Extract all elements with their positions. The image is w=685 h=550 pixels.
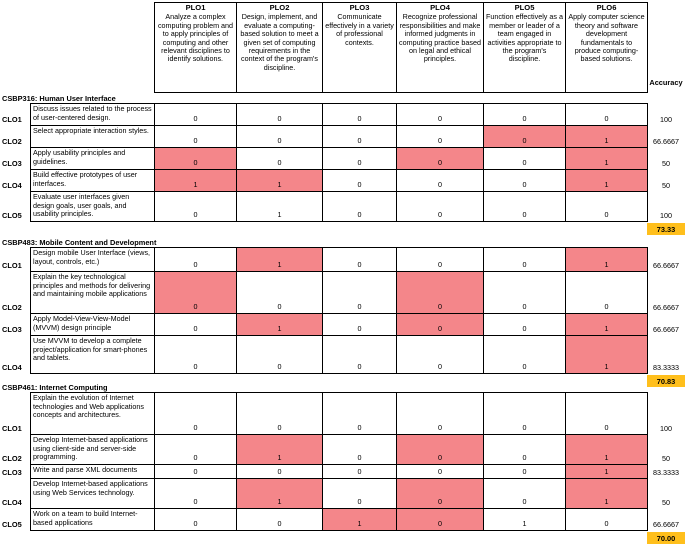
mapping-cell-plo2: 0: [236, 147, 323, 170]
clo-description: Discuss issues related to the process of user-centered design.: [30, 103, 154, 126]
mapping-cell-plo5: 1: [483, 508, 566, 531]
plo-id: PLO6: [596, 3, 617, 12]
clo-id: CLO2: [2, 303, 22, 312]
mapping-cell-plo4: 0: [396, 247, 484, 272]
mapping-cell-plo4: 0: [396, 147, 484, 170]
mapping-cell-plo3: 0: [322, 169, 397, 192]
plo-id: PLO3: [349, 3, 370, 12]
mapping-cell-plo5: 0: [483, 335, 566, 374]
clo-id: CLO4: [2, 363, 22, 372]
mapping-cell-plo3: 0: [322, 191, 397, 222]
plo-id: PLO5: [514, 3, 535, 12]
accuracy-value: 66.6667: [653, 303, 679, 312]
accuracy-value: 66.6667: [653, 520, 679, 529]
mapping-cell-plo4: 0: [396, 125, 484, 148]
mapping-cell-plo4: 0: [396, 478, 484, 509]
accuracy-value: 100: [660, 424, 672, 433]
mapping-cell-plo1: 0: [154, 125, 237, 148]
mapping-cell-plo1: 0: [154, 191, 237, 222]
accuracy-value: 50: [662, 181, 670, 190]
mapping-cell-plo5: 0: [483, 271, 566, 314]
clo-id: CLO3: [2, 159, 22, 168]
mapping-cell-plo1: 0: [154, 103, 237, 126]
mapping-cell-plo3: 0: [322, 478, 397, 509]
mapping-cell-plo2: 1: [236, 478, 323, 509]
clo-description: Design mobile User Interface (views, layout, controls, etc.): [30, 247, 154, 272]
plo-header-plo3: [322, 2, 397, 93]
plo-header-plo1: [154, 2, 237, 93]
plo-id: PLO1: [185, 3, 206, 12]
mapping-cell-plo6: 0: [565, 191, 648, 222]
mapping-cell-plo2: 1: [236, 169, 323, 192]
accuracy-value: 50: [662, 454, 670, 463]
mapping-cell-plo2: 0: [236, 392, 323, 435]
accuracy-value: 66.6667: [653, 325, 679, 334]
course-title: CSBP316: Human User Interface: [2, 94, 116, 103]
mapping-cell-plo2: 0: [236, 125, 323, 148]
mapping-cell-plo4: 0: [396, 313, 484, 336]
mapping-cell-plo5: 0: [483, 478, 566, 509]
plo-id: PLO2: [269, 3, 290, 12]
clo-id: CLO1: [2, 115, 22, 124]
mapping-cell-plo6: 1: [565, 125, 648, 148]
clo-id: CLO1: [2, 424, 22, 433]
mapping-cell-plo6: 0: [565, 508, 648, 531]
mapping-cell-plo2: 1: [236, 434, 323, 465]
mapping-cell-plo1: 0: [154, 247, 237, 272]
mapping-cell-plo1: 0: [154, 313, 237, 336]
mapping-cell-plo5: 0: [483, 103, 566, 126]
clo-description: Apply Model-View-View-Model (MVVM) design principle: [30, 313, 154, 336]
mapping-cell-plo3: 0: [322, 247, 397, 272]
accuracy-value: 50: [662, 159, 670, 168]
clo-id: CLO2: [2, 137, 22, 146]
clo-description: Develop Internet-based applications using client-side and server-side programming.: [30, 434, 154, 465]
clo-id: CLO4: [2, 498, 22, 507]
plo-header-plo6: [565, 2, 648, 93]
mapping-cell-plo3: 0: [322, 335, 397, 374]
mapping-cell-plo5: 0: [483, 392, 566, 435]
clo-description: Select appropriate interaction styles.: [30, 125, 154, 148]
clo-description: Explain the evolution of Internet technologies and Web applications concepts and architectures.: [30, 392, 154, 435]
mapping-cell-plo1: 0: [154, 271, 237, 314]
accuracy-value: 83.3333: [653, 468, 679, 477]
mapping-cell-plo4: 0: [396, 434, 484, 465]
mapping-cell-plo3: 0: [322, 125, 397, 148]
clo-description: Evaluate user interfaces given design goals, user goals, and usability principles.: [30, 191, 154, 222]
mapping-cell-plo3: 0: [322, 392, 397, 435]
mapping-cell-plo4: 0: [396, 191, 484, 222]
mapping-cell-plo1: 0: [154, 464, 237, 479]
clo-id: CLO4: [2, 181, 22, 190]
mapping-cell-plo5: 0: [483, 247, 566, 272]
plo-description: Apply computer science theory and software development fundamentals to produce computing-based solutions.: [568, 12, 645, 64]
clo-id: CLO5: [2, 211, 22, 220]
course-accuracy-total: 70.83: [647, 375, 685, 387]
clo-id: CLO3: [2, 468, 22, 477]
mapping-cell-plo4: 0: [396, 169, 484, 192]
clo-description: Use MVVM to develop a complete project/application for smart-phones and tablets.: [30, 335, 154, 374]
accuracy-value: 83.3333: [653, 363, 679, 372]
mapping-cell-plo3: 0: [322, 147, 397, 170]
mapping-cell-plo6: 0: [565, 392, 648, 435]
accuracy-value: 100: [660, 211, 672, 220]
plo-description: Analyze a complex computing problem and to apply principles of computing and other relevant disciplines to identify solutions.: [157, 12, 234, 64]
mapping-cell-plo5: 0: [483, 147, 566, 170]
mapping-cell-plo3: 0: [322, 464, 397, 479]
mapping-cell-plo6: 0: [565, 103, 648, 126]
mapping-cell-plo5: 0: [483, 125, 566, 148]
accuracy-value: 50: [662, 498, 670, 507]
clo-id: CLO2: [2, 454, 22, 463]
plo-id: PLO4: [430, 3, 450, 12]
course-accuracy-total: 73.33: [647, 223, 685, 235]
mapping-cell-plo4: 0: [396, 392, 484, 435]
mapping-cell-plo2: 0: [236, 335, 323, 374]
mapping-cell-plo2: 0: [236, 508, 323, 531]
mapping-cell-plo6: 0: [565, 271, 648, 314]
clo-description: Explain the key technological principles and methods for delivering and maintaining mobile applications: [30, 271, 154, 314]
mapping-cell-plo5: 0: [483, 434, 566, 465]
mapping-cell-plo2: 1: [236, 247, 323, 272]
plo-description: Communicate effectively in a variety of professional contexts.: [325, 12, 394, 47]
course-title: CSBP461: Internet Computing: [2, 383, 108, 392]
mapping-cell-plo2: 1: [236, 191, 323, 222]
clo-id: CLO3: [2, 325, 22, 334]
mapping-cell-plo3: 0: [322, 313, 397, 336]
mapping-cell-plo1: 0: [154, 434, 237, 465]
mapping-cell-plo1: 0: [154, 478, 237, 509]
mapping-cell-plo6: 1: [565, 247, 648, 272]
accuracy-header: Accuracy: [649, 78, 683, 87]
mapping-cell-plo4: 0: [396, 464, 484, 479]
plo-description: Design, implement, and evaluate a computing-based solution to meet a given set of computing requirements in the context of the program's discipline.: [240, 12, 319, 72]
mapping-cell-plo6: 1: [565, 478, 648, 509]
mapping-cell-plo6: 1: [565, 147, 648, 170]
mapping-cell-plo1: 0: [154, 392, 237, 435]
course-accuracy-total: 70.00: [647, 532, 685, 544]
plo-header-plo4: [396, 2, 484, 93]
mapping-cell-plo2: 1: [236, 313, 323, 336]
accuracy-value: 66.6667: [653, 137, 679, 146]
mapping-cell-plo2: 0: [236, 103, 323, 126]
accuracy-value: 100: [660, 115, 672, 124]
clo-description: Build effective prototypes of user interfaces.: [30, 169, 154, 192]
mapping-cell-plo1: 0: [154, 147, 237, 170]
clo-id: CLO1: [2, 261, 22, 270]
clo-description: Work on a team to build Internet-based applications: [30, 508, 154, 531]
mapping-cell-plo1: 0: [154, 508, 237, 531]
mapping-cell-plo4: 0: [396, 335, 484, 374]
plo-header-plo5: [483, 2, 566, 93]
mapping-cell-plo3: 0: [322, 434, 397, 465]
mapping-cell-plo4: 0: [396, 508, 484, 531]
plo-header-plo2: [236, 2, 323, 93]
mapping-cell-plo4: 0: [396, 271, 484, 314]
mapping-cell-plo1: 1: [154, 169, 237, 192]
clo-description: Develop Internet-based applications using Web Services technology.: [30, 478, 154, 509]
mapping-cell-plo5: 0: [483, 464, 566, 479]
mapping-cell-plo2: 0: [236, 464, 323, 479]
clo-id: CLO5: [2, 520, 22, 529]
mapping-cell-plo2: 0: [236, 271, 323, 314]
mapping-cell-plo6: 1: [565, 313, 648, 336]
mapping-cell-plo6: 1: [565, 464, 648, 479]
mapping-cell-plo5: 0: [483, 169, 566, 192]
course-title: CSBP483: Mobile Content and Development: [2, 238, 157, 247]
mapping-cell-plo4: 0: [396, 103, 484, 126]
mapping-cell-plo3: 0: [322, 271, 397, 314]
mapping-cell-plo6: 1: [565, 335, 648, 374]
mapping-cell-plo3: 0: [322, 103, 397, 126]
mapping-cell-plo6: 1: [565, 434, 648, 465]
plo-description: Function effectively as a member or leader of a team engaged in activities appropriate to the program's discipline.: [486, 12, 563, 64]
mapping-cell-plo1: 0: [154, 335, 237, 374]
accuracy-value: 66.6667: [653, 261, 679, 270]
mapping-cell-plo5: 0: [483, 313, 566, 336]
plo-description: Recognize professional responsibilities and make informed judgments in computing practice based on legal and ethical principles.: [399, 12, 481, 64]
mapping-cell-plo5: 0: [483, 191, 566, 222]
mapping-cell-plo6: 1: [565, 169, 648, 192]
clo-description: Write and parse XML documents: [30, 464, 154, 479]
mapping-cell-plo3: 1: [322, 508, 397, 531]
clo-description: Apply usability principles and guidelines.: [30, 147, 154, 170]
